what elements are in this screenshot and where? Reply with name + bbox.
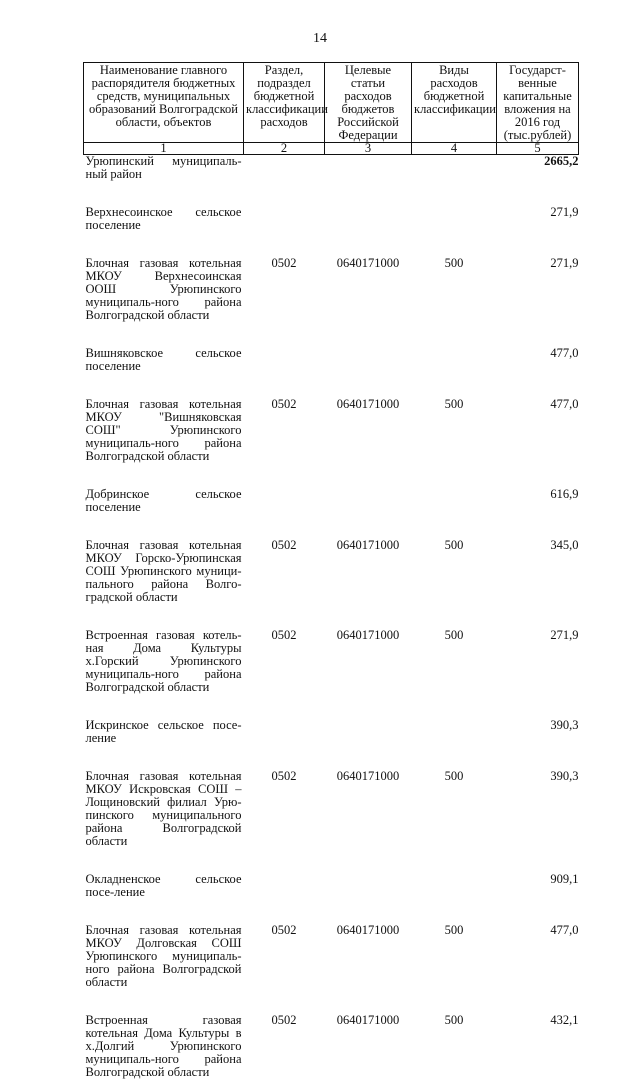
row-spacer-cell xyxy=(84,463,579,488)
row-section-code xyxy=(244,206,325,232)
row-spacer xyxy=(84,694,579,719)
row-target-code: 0640171000 xyxy=(325,539,412,604)
row-expense-type: 500 xyxy=(412,629,497,694)
row-target-code xyxy=(325,206,412,232)
row-name: Блочная газовая котельная МКОУ Долговская СОШ Урюпинского муниципаль-ного района Волгоградской области xyxy=(84,924,244,989)
row-spacer xyxy=(84,989,579,1014)
row-name: Урюпинский муниципаль-ный район xyxy=(84,155,244,182)
table-body xyxy=(84,155,579,1079)
row-spacer xyxy=(84,604,579,629)
row-expense-type: 500 xyxy=(412,1014,497,1079)
header-name: Наименование главного распорядителя бюджетных средств, муниципальных образований Волгоградской области, объектов xyxy=(84,63,244,143)
row-name: Блочная газовая котельная МКОУ Горско-Урюпинская СОШ Урюпинского муници-пального района Волго-градской области xyxy=(84,539,244,604)
row-amount: 271,9 xyxy=(497,257,579,322)
row-section-code xyxy=(244,155,325,182)
table-row xyxy=(84,398,579,463)
row-spacer-cell xyxy=(84,322,579,347)
row-name: Вишняковское сельское поселение xyxy=(84,347,244,373)
row-expense-type: 500 xyxy=(412,398,497,463)
row-section-code xyxy=(244,873,325,899)
row-spacer-cell xyxy=(84,848,579,873)
table-row xyxy=(84,347,579,373)
row-name: Окладненское сельское посе-ление xyxy=(84,873,244,899)
row-target-code xyxy=(325,488,412,514)
row-spacer xyxy=(84,373,579,398)
row-spacer-cell xyxy=(84,232,579,257)
page-number: 14 xyxy=(0,31,640,47)
row-expense-type xyxy=(412,873,497,899)
row-amount: 345,0 xyxy=(497,539,579,604)
row-amount: 2665,2 xyxy=(497,155,579,182)
row-amount: 616,9 xyxy=(497,488,579,514)
row-expense-type xyxy=(412,155,497,182)
row-target-code: 0640171000 xyxy=(325,770,412,848)
table-header xyxy=(84,63,579,155)
row-expense-type xyxy=(412,347,497,373)
row-section-code: 0502 xyxy=(244,1014,325,1079)
row-amount: 477,0 xyxy=(497,924,579,989)
budget-table xyxy=(83,62,579,1079)
row-section-code: 0502 xyxy=(244,539,325,604)
row-name: Добринское сельское поселение xyxy=(84,488,244,514)
row-name: Блочная газовая котельная МКОУ "Вишняковская СОШ" Урюпинского муниципаль-ного района Волгоградской области xyxy=(84,398,244,463)
row-target-code: 0640171000 xyxy=(325,1014,412,1079)
row-spacer-cell xyxy=(84,514,579,539)
table-row xyxy=(84,719,579,745)
table-row xyxy=(84,873,579,899)
row-section-code: 0502 xyxy=(244,924,325,989)
row-expense-type xyxy=(412,488,497,514)
table-row xyxy=(84,924,579,989)
table-row xyxy=(84,488,579,514)
table-row xyxy=(84,206,579,232)
row-expense-type xyxy=(412,206,497,232)
row-spacer-cell xyxy=(84,745,579,770)
column-number-5: 5 xyxy=(497,143,579,155)
row-name: Искринское сельское посе-ление xyxy=(84,719,244,745)
column-number-3: 3 xyxy=(325,143,412,155)
table-row xyxy=(84,770,579,848)
row-section-code: 0502 xyxy=(244,770,325,848)
row-target-code xyxy=(325,155,412,182)
row-amount: 477,0 xyxy=(497,347,579,373)
header-target: Целевые статьи расходов бюджетов Российской Федерации xyxy=(325,63,412,143)
row-spacer-cell xyxy=(84,373,579,398)
header-expense-type: Виды расходов бюджетной классификации xyxy=(412,63,497,143)
row-amount: 271,9 xyxy=(497,629,579,694)
row-section-code xyxy=(244,347,325,373)
row-expense-type: 500 xyxy=(412,257,497,322)
row-section-code: 0502 xyxy=(244,629,325,694)
table-row xyxy=(84,539,579,604)
row-target-code xyxy=(325,719,412,745)
row-spacer xyxy=(84,514,579,539)
row-amount: 432,1 xyxy=(497,1014,579,1079)
column-number-4: 4 xyxy=(412,143,497,155)
row-amount: 390,3 xyxy=(497,770,579,848)
row-section-code: 0502 xyxy=(244,398,325,463)
row-expense-type: 500 xyxy=(412,924,497,989)
row-spacer xyxy=(84,232,579,257)
row-spacer-cell xyxy=(84,181,579,206)
row-amount: 477,0 xyxy=(497,398,579,463)
row-spacer xyxy=(84,322,579,347)
row-spacer xyxy=(84,848,579,873)
row-name: Встроенная газовая котель-ная Дома Культуры х.Горский Урюпинского муниципаль-ного района Волгоградской области xyxy=(84,629,244,694)
row-spacer xyxy=(84,899,579,924)
column-number-2: 2 xyxy=(244,143,325,155)
row-target-code xyxy=(325,347,412,373)
row-amount: 909,1 xyxy=(497,873,579,899)
row-expense-type xyxy=(412,719,497,745)
table-row xyxy=(84,155,579,182)
row-spacer-cell xyxy=(84,899,579,924)
row-spacer-cell xyxy=(84,604,579,629)
row-target-code: 0640171000 xyxy=(325,398,412,463)
row-spacer xyxy=(84,463,579,488)
row-name: Встроенная газовая котельная Дома Культуры в х.Долгий Урюпинского муниципаль-ного района Волгоградской области xyxy=(84,1014,244,1079)
row-section-code xyxy=(244,488,325,514)
row-spacer-cell xyxy=(84,694,579,719)
row-name: Верхнесоинское сельское поселение xyxy=(84,206,244,232)
table-row xyxy=(84,257,579,322)
row-spacer xyxy=(84,181,579,206)
table-row xyxy=(84,629,579,694)
column-number-1: 1 xyxy=(84,143,244,155)
row-section-code xyxy=(244,719,325,745)
row-section-code: 0502 xyxy=(244,257,325,322)
row-expense-type: 500 xyxy=(412,770,497,848)
table-row xyxy=(84,1014,579,1079)
row-amount: 271,9 xyxy=(497,206,579,232)
header-amount: Государст-венные капитальные вложения на 2016 год (тыс.рублей) xyxy=(497,63,579,143)
row-target-code: 0640171000 xyxy=(325,924,412,989)
row-amount: 390,3 xyxy=(497,719,579,745)
row-name: Блочная газовая котельная МКОУ Верхнесоинская ООШ Урюпинского муниципаль-ного района Волгоградской области xyxy=(84,257,244,322)
row-target-code: 0640171000 xyxy=(325,629,412,694)
row-spacer-cell xyxy=(84,989,579,1014)
row-spacer xyxy=(84,745,579,770)
row-name: Блочная газовая котельная МКОУ Искровская СОШ – Лощиновский филиал Урю-пинского муниципального района Волгоградской области xyxy=(84,770,244,848)
row-target-code: 0640171000 xyxy=(325,257,412,322)
row-expense-type: 500 xyxy=(412,539,497,604)
header-section: Раздел, подраздел бюджетной классификации расходов xyxy=(244,63,325,143)
row-target-code xyxy=(325,873,412,899)
